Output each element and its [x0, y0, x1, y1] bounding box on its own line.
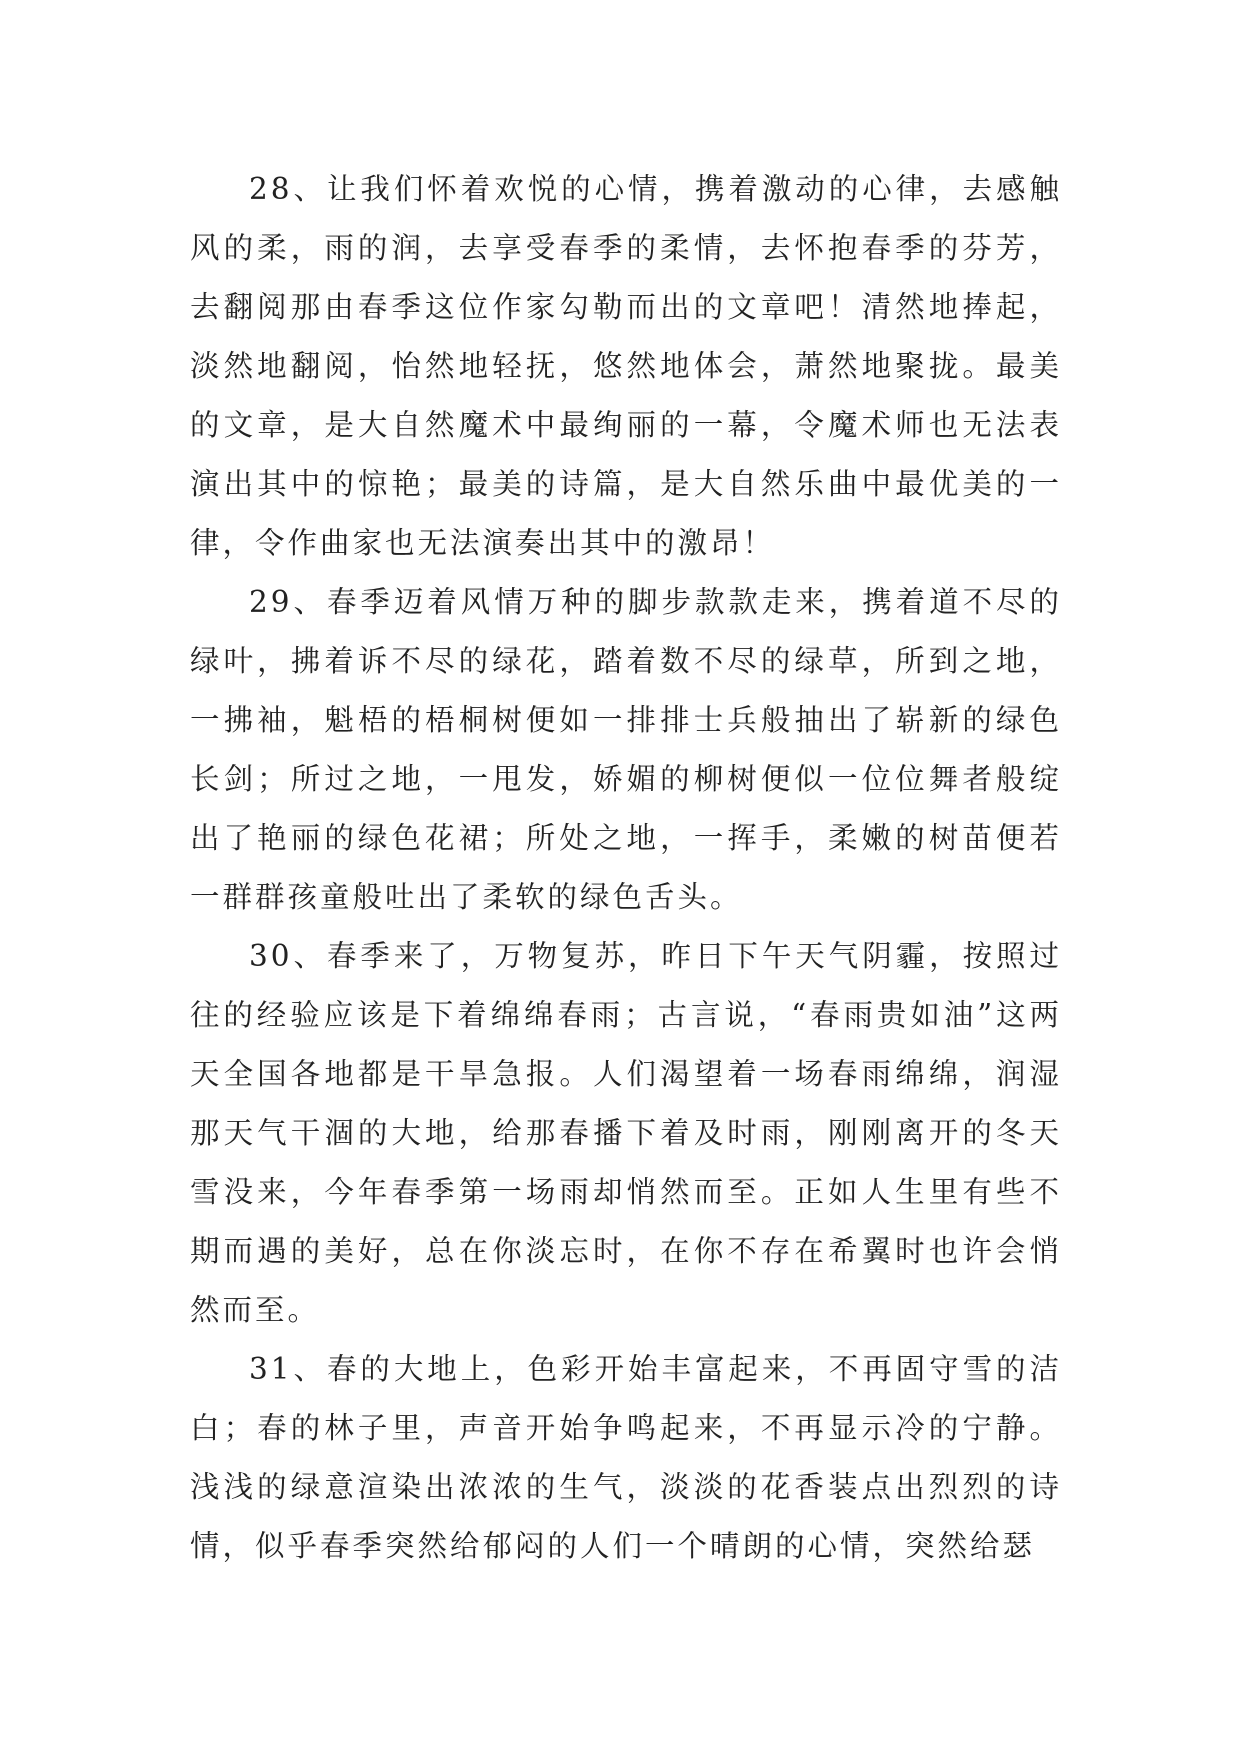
paragraph-29: 29、春季迈着风情万种的脚步款款走来，携着道不尽的绿叶，拂着诉不尽的绿花，踏着数不尽的绿草，所到之地，一拂袖，魁梧的梧桐树便如一排排士兵般抽出了崭新的绿色长剑；所过之地，一甩发，娇媚的柳树便似一位位舞者般绽出了艳丽的绿色花裙；所处之地，一挥手，柔嫩的树苗便若一群群孩童般吐出了柔软的绿色舌头。: [190, 585, 1062, 914]
paragraph-30: 30、春季来了，万物复苏，昨日下午天气阴霾，按照过往的经验应该是下着绵绵春雨；古言说，“春雨贵如油”这两天全国各地都是干旱急报。人们渴望着一场春雨绵绵，润湿那天气干涸的大地，给那春播下着及时雨，刚刚离开的冬天雪没来，今年春季第一场雨却悄然而至。正如人生里有些不期而遇的美好，总在你淡忘时，在你不存在希翼时也许会悄然而至。: [190, 939, 1062, 1327]
paragraph-31: 31、春的大地上，色彩开始丰富起来，不再固守雪的洁白；春的林子里，声音开始争鸣起来，不再显示冷的宁静。浅浅的绿意渲染出浓浓的生气，淡淡的花香装点出烈烈的诗情，似乎春季突然给郁闷的人们一个晴朗的心情，突然给瑟: [190, 1352, 1062, 1563]
document-body: [190, 160, 1062, 1576]
paragraph-28: 28、让我们怀着欢悦的心情，携着激动的心律，去感触风的柔，雨的润，去享受春季的柔情，去怀抱春季的芬芳，去翻阅那由春季这位作家勾勒而出的文章吧！清然地捧起，淡然地翻阅，怡然地轻抚，悠然地体会，萧然地聚拢。最美的文章，是大自然魔术中最绚丽的一幕，令魔术师也无法表演出其中的惊艳；最美的诗篇，是大自然乐曲中最优美的一律，令作曲家也无法演奏出其中的激昂！: [190, 172, 1062, 560]
